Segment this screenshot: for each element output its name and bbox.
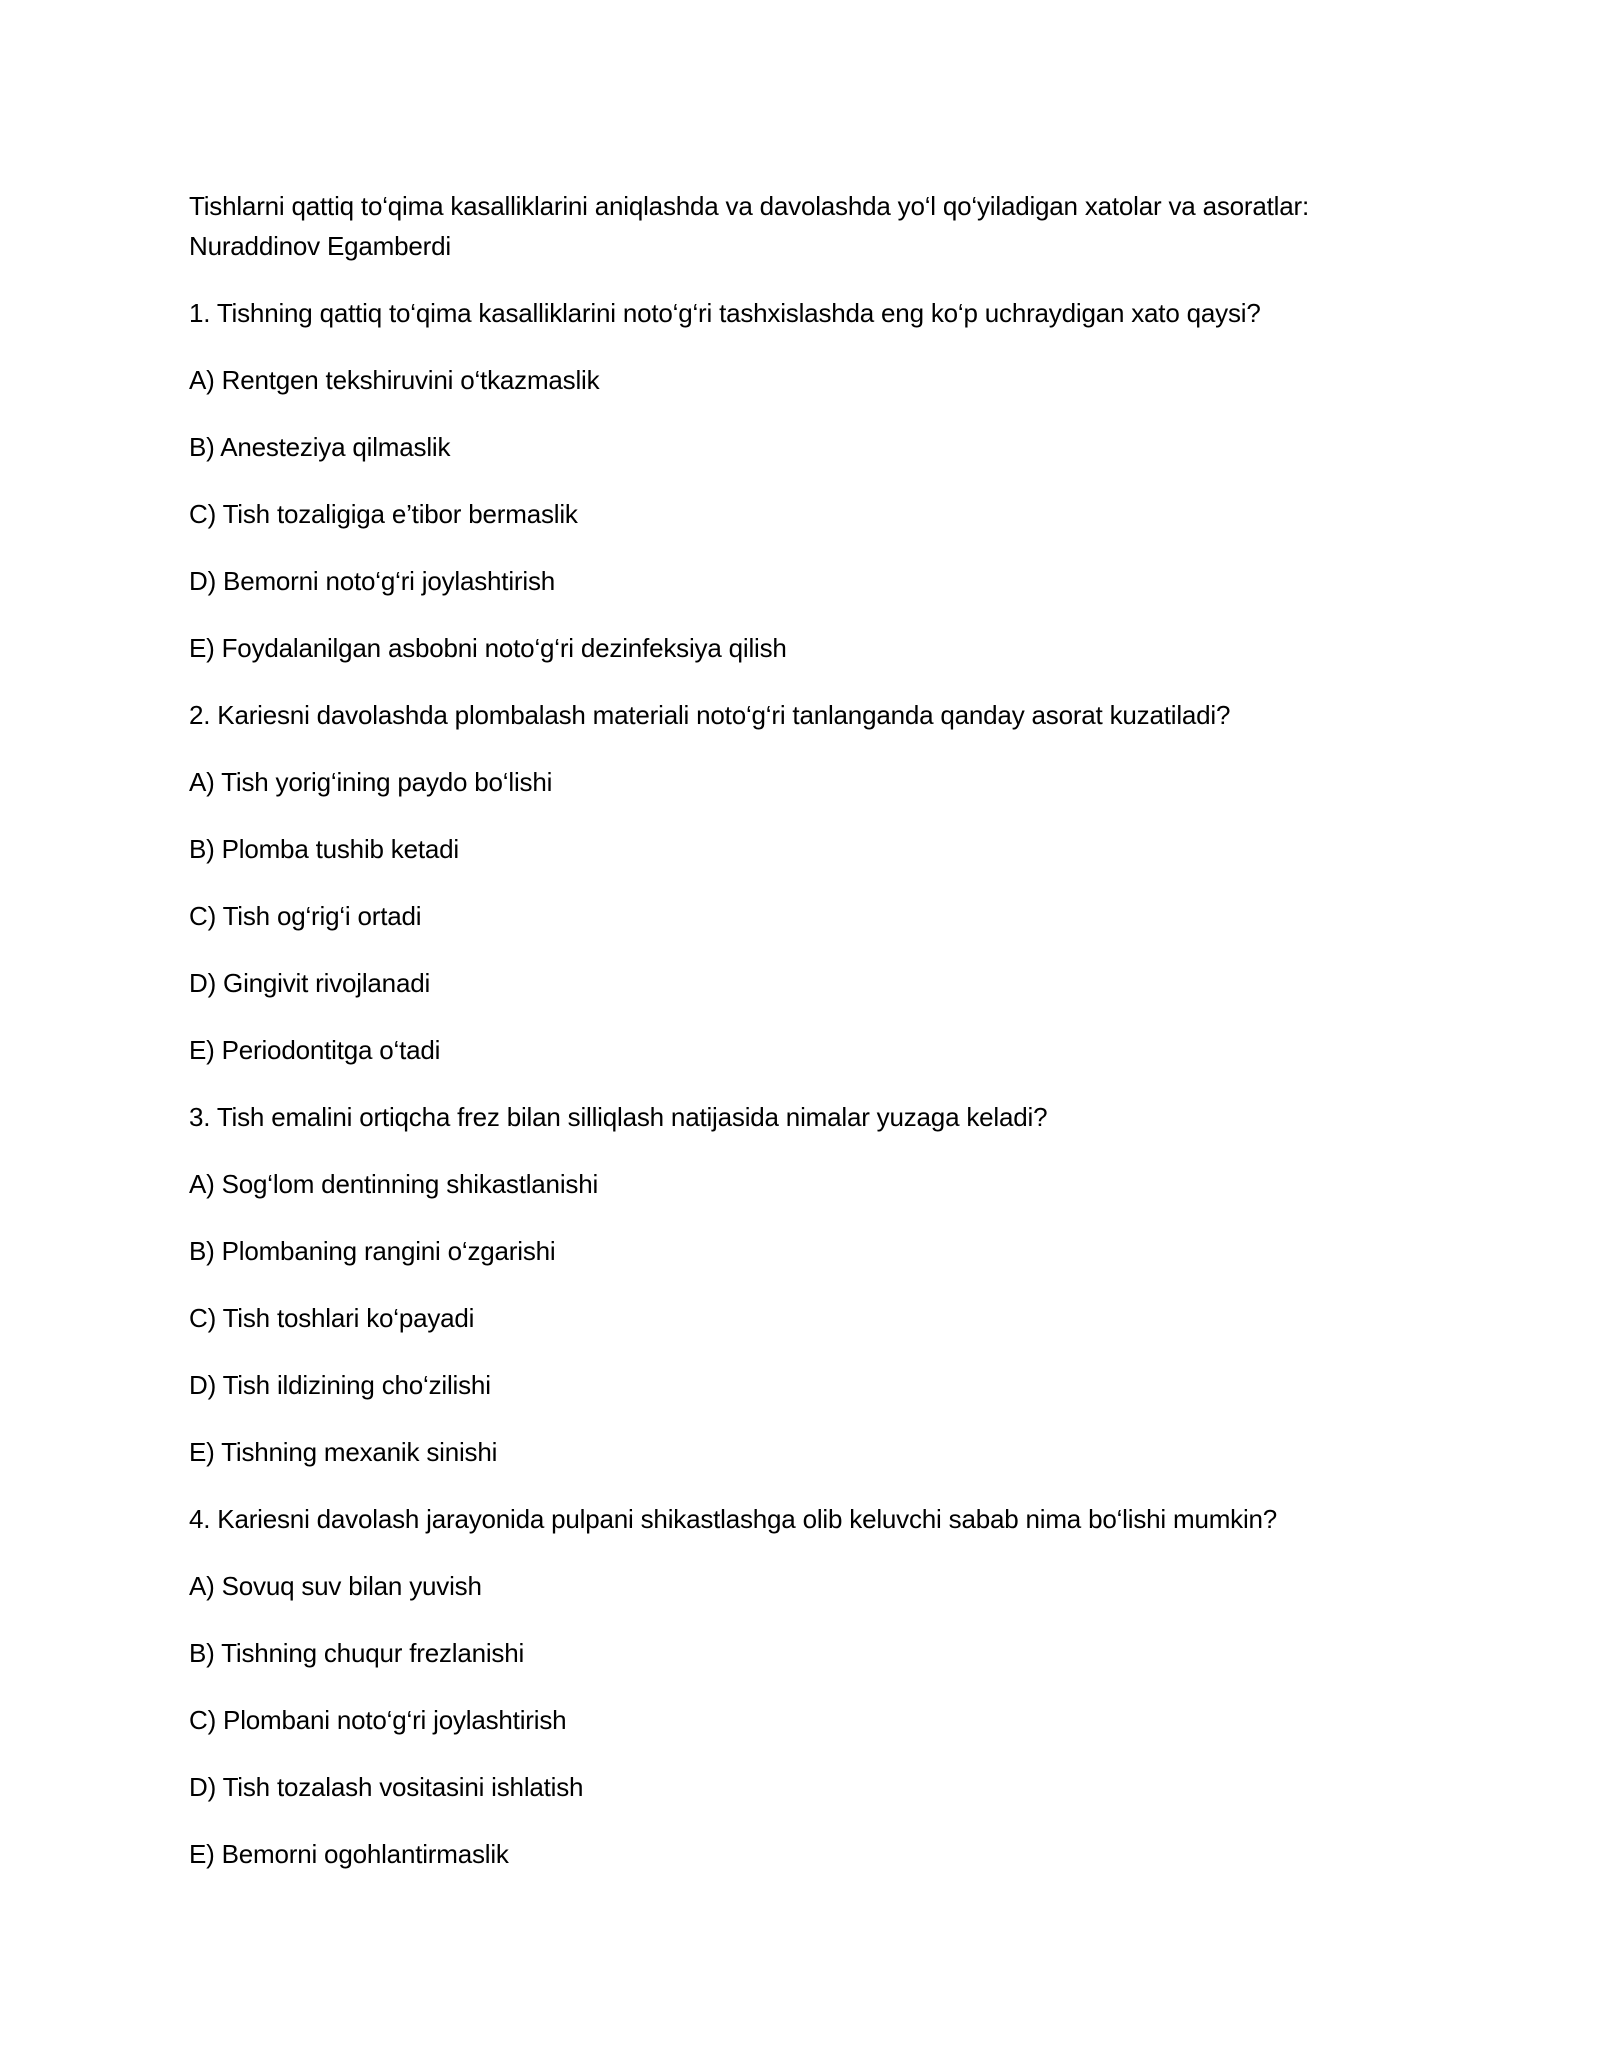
question-3-option-d: D) Tish ildizining cho‘zilishi bbox=[189, 1370, 491, 1400]
question-3-option-b: B) Plombaning rangini o‘zgarishi bbox=[189, 1236, 556, 1266]
question-1-option-b: B) Anesteziya qilmaslik bbox=[189, 432, 451, 462]
question-1: 1. Tishning qattiq to‘qima kasalliklarini noto‘g‘ri tashxislashda eng ko‘p uchraydigan xato qaysi? bbox=[189, 298, 1261, 328]
question-1-option-d: D) Bemorni noto‘g‘ri joylashtirish bbox=[189, 566, 555, 596]
question-2: 2. Kariesni davolashda plombalash materiali noto‘g‘ri tanlanganda qanday asorat kuzatiladi? bbox=[189, 700, 1231, 730]
document-title: Tishlarni qattiq to‘qima kasalliklarini aniqlashda va davolashda yo‘l qo‘yiladigan xatolar va asoratlar: bbox=[189, 191, 1309, 221]
question-2-option-b: B) Plomba tushib ketadi bbox=[189, 834, 459, 864]
document-body bbox=[189, 186, 1419, 1874]
question-4-option-d: D) Tish tozalash vositasini ishlatish bbox=[189, 1772, 584, 1802]
question-4-option-b: B) Tishning chuqur frezlanishi bbox=[189, 1638, 525, 1668]
question-3-option-c: C) Tish toshlari ko‘payadi bbox=[189, 1303, 475, 1333]
question-2-option-e: E) Periodontitga o‘tadi bbox=[189, 1035, 441, 1065]
document-author: Nuraddinov Egamberdi bbox=[189, 231, 451, 261]
question-1-option-a: A) Rentgen tekshiruvini o‘tkazmaslik bbox=[189, 365, 600, 395]
question-3-option-e: E) Tishning mexanik sinishi bbox=[189, 1437, 498, 1467]
question-4: 4. Kariesni davolash jarayonida pulpani shikastlashga olib keluvchi sabab nima bo‘lishi mumkin? bbox=[189, 1504, 1278, 1534]
question-4-option-a: A) Sovuq suv bilan yuvish bbox=[189, 1571, 482, 1601]
question-1-option-c: C) Tish tozaligiga e’tibor bermaslik bbox=[189, 499, 578, 529]
question-2-option-c: C) Tish og‘rig‘i ortadi bbox=[189, 901, 422, 931]
question-4-option-e: E) Bemorni ogohlantirmaslik bbox=[189, 1839, 509, 1869]
question-1-option-e: E) Foydalanilgan asbobni noto‘g‘ri dezinfeksiya qilish bbox=[189, 633, 787, 663]
question-3: 3. Tish emalini ortiqcha frez bilan silliqlash natijasida nimalar yuzaga keladi? bbox=[189, 1102, 1048, 1132]
question-4-option-c: C) Plombani noto‘g‘ri joylashtirish bbox=[189, 1705, 567, 1735]
question-3-option-a: A) Sog‘lom dentinning shikastlanishi bbox=[189, 1169, 599, 1199]
question-2-option-a: A) Tish yorig‘ining paydo bo‘lishi bbox=[189, 767, 553, 797]
question-2-option-d: D) Gingivit rivojlanadi bbox=[189, 968, 431, 998]
